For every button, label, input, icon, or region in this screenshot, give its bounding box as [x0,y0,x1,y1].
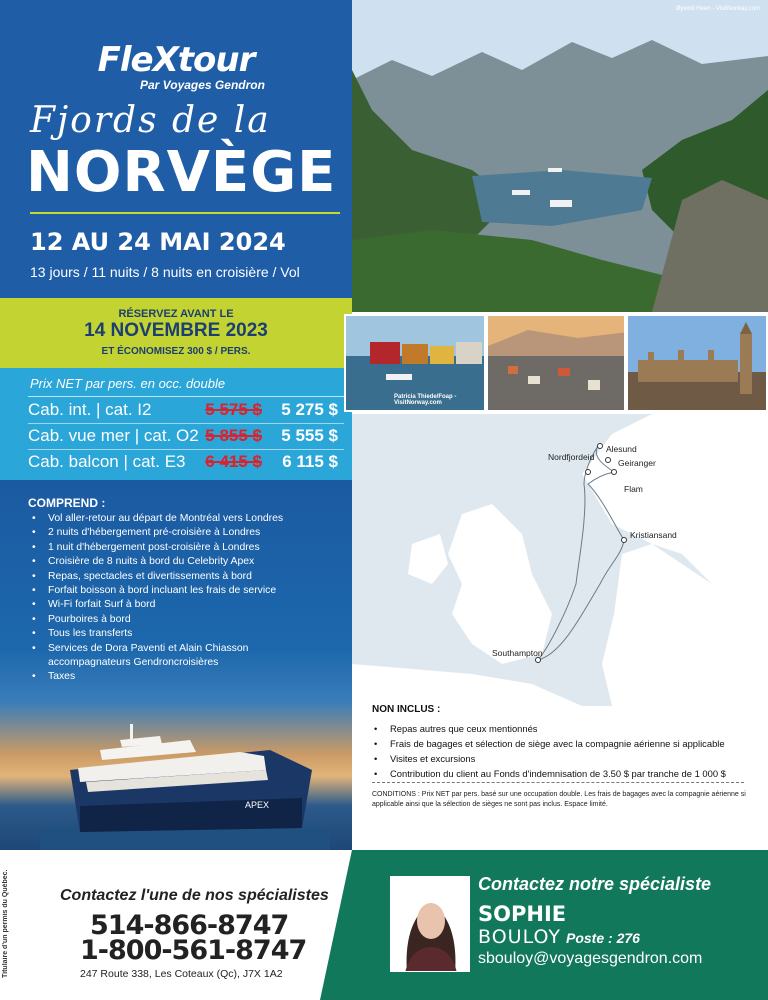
agent-last-name: BOULOY [478,926,561,948]
included-title: COMPREND : [28,496,106,510]
permit-notice: Titulaire d'un permis du Québec. [2,869,9,979]
brand-subtitle: Par Voyages Gendron [140,78,265,92]
old-price: 6 415 $ [205,452,262,471]
phone-number[interactable]: 514-866-8747 [90,910,289,941]
port-label: Flam [624,484,643,494]
script-title: Fjords de la [30,100,271,141]
list-item: • Forfait boisson à bord incluant les frais de service [30,584,330,598]
promo-line-1: RÉSERVEZ AVANT LE [118,308,234,320]
list-item: • Frais de bagages et sélection de siège avec la compagnie aérienne si applicable [372,736,752,751]
list-item: • Tous les transferts [30,627,330,641]
brand-name: FleXtour [97,40,255,80]
agent-portrait [390,876,470,972]
trip-duration: 13 jours / 11 nuits / 8 nuits en croisière / Vol [30,264,300,280]
new-price: 6 115 $ [282,452,338,471]
port-label: Geiranger [618,458,656,468]
thumbnail-alesund [486,314,626,412]
price-divider [28,396,344,397]
cruise-ship-image [40,710,330,850]
list-item: • Taxes [30,670,330,684]
early-booking-banner [0,298,352,368]
ship-name: APEX [245,800,270,810]
thumbnail-harbour [344,314,486,412]
photo-credit: Patricia Thiede/Foap - VisitNorway.com [394,394,457,406]
agent-avatar [391,877,470,972]
price-note: Prix NET par pers. en occ. double [30,376,226,391]
agent-heading: Contactez notre spécialiste [478,874,712,894]
list-item: • 1 nuit d'hébergement post-croisière à Londres [30,541,330,555]
row-divider [28,423,344,424]
port-label: Kristiansand [630,530,677,540]
london-photo [628,316,768,412]
list-item: • Repas autres que ceux mentionnés [372,721,752,736]
fjord-landscape [352,0,768,312]
list-item: • Pourboires à bord [30,613,330,627]
included-list [30,512,330,685]
alesund-photo [488,316,626,412]
toll-free-number[interactable]: 1-800-561-8747 [80,935,307,966]
cruise-ship-illustration [40,710,330,850]
list-item: • Croisière de 8 nuits à bord du Celebrity Apex [30,555,330,569]
list-item: • Repas, spectacles et divertissements à bord [30,570,330,584]
page-title: NORVÈGE [26,140,337,205]
office-address: 247 Route 338, Les Coteaux (Qc), J7X 1A2 [80,968,283,980]
contact-heading: Contactez l'une de nos spécialistes [60,887,329,904]
price-row [28,400,344,424]
fjord-photo [352,0,768,312]
not-included-title: NON INCLUS : [372,704,441,715]
photo-credit: Øyvind Heen - VisitNorway.com [675,6,760,12]
itinerary-map [352,414,768,706]
agent-extension: Poste : 276 [566,930,640,946]
list-item: • Services de Dora Paventi et Alain Chiasson accompagnateurs Gendroncroisières [30,642,330,671]
title-divider [30,212,340,214]
brand-logo [0,40,352,80]
cabin-type: Cab. vue mer | cat. O2 [28,426,199,445]
row-divider [28,449,344,450]
header-panel [0,0,352,298]
conditions-text: CONDITIONS : Prix NET par pers. basé sur une occupation double. Les frais de bagages avec la compagnie aérienne si applicable ainsi que la sélection de sièges ne sont pas inclus. Espace limité. [372,791,746,808]
price-row [28,452,344,476]
agent-first-name: SOPHIE [478,902,567,926]
list-item: • Wi-Fi forfait Surf à bord [30,598,330,612]
not-included-section [372,704,752,808]
price-table [0,368,352,480]
trip-dates: 12 AU 24 MAI 2024 [30,228,286,256]
thumbnail-london [626,314,768,412]
port-label: Southampton [492,648,543,658]
not-included-list [372,721,752,781]
agent-email-link[interactable]: sbouloy@voyagesgendron.com [478,950,703,967]
price-row [28,426,344,450]
list-item: • Vol aller-retour au départ de Montréal vers Londres [30,512,330,526]
cabin-type: Cab. balcon | cat. E3 [28,452,186,471]
promo-deadline: 14 NOVEMBRE 2023 [84,320,268,341]
old-price: 5 855 $ [205,426,262,445]
port-label: Nordfjordeid [548,452,595,462]
cabin-type: Cab. int. | cat. I2 [28,400,152,419]
promo-savings: ET ÉCONOMISEZ 300 $ / PERS. [101,346,251,357]
included-section [0,480,352,850]
conditions-divider [372,782,744,783]
new-price: 5 555 $ [281,426,338,445]
list-item: • Visites et excursions [372,751,752,766]
list-item: • 2 nuits d'hébergement pré-croisière à Londres [30,526,330,540]
old-price: 5 575 $ [205,400,262,419]
port-label: Alesund [606,444,637,454]
new-price: 5 275 $ [281,400,338,419]
photo-strip [344,314,768,414]
list-item: • Contribution du client au Fonds d'indemnisation de 3.50 $ par tranche de 1 000 $ [372,766,752,781]
